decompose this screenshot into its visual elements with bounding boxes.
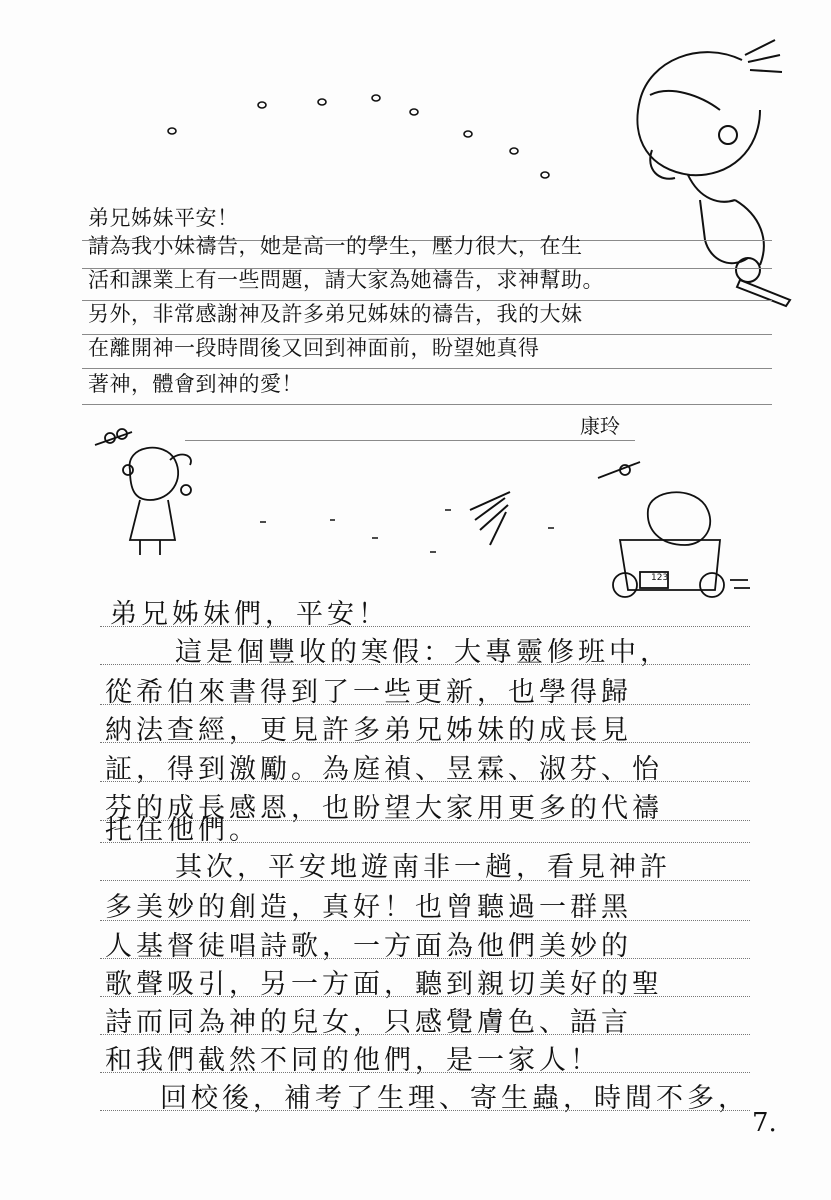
dotted-rule: [100, 704, 750, 705]
kart-number: 123: [651, 573, 669, 583]
letter1-line: 著神，體會到神的愛！: [88, 372, 303, 396]
letter1-line: 活和課業上有一些問題，請大家為她禱告，求神幫助。: [88, 268, 604, 292]
dotted-rule: [100, 958, 750, 959]
letter2-line: 和我們截然不同的他們，是一家人！: [105, 1045, 601, 1076]
letter2-line: 納法查經，更見許多弟兄姊妹的成長見: [105, 715, 632, 746]
dotted-rule: [100, 920, 750, 921]
page-number: 7.: [752, 1108, 777, 1138]
dotted-rule: [100, 1072, 750, 1073]
letter1-line: 請為我小妹禱告，她是高一的學生，壓力很大，在生: [88, 234, 583, 258]
small-girl-illustration: [95, 429, 191, 555]
letter2-line: 歌聲吸引，另一方面，聽到親切美好的聖: [105, 969, 663, 1000]
letter2-line: 這是個豐收的寒假：大專靈修班中，: [175, 637, 671, 668]
bubble-trail: [168, 95, 549, 178]
rule-line: [185, 440, 635, 441]
dotted-rule: [100, 626, 750, 627]
letter2-line: 回校後，補考了生理、寄生蟲，時間不多，: [160, 1083, 749, 1114]
letter2-line: 芬的成長感恩，也盼望大家用更多的代禱: [105, 793, 663, 824]
letter1-line: 另外，非常感謝神及許多弟兄姊妹的禱告，我的大妹: [88, 302, 583, 326]
letter2-line: 其次，平安地遊南非一趟，看見神許: [175, 852, 671, 883]
letter2-line: 多美妙的創造，真好！也曾聽過一群黑: [105, 892, 632, 923]
dotted-rule: [100, 842, 750, 843]
dotted-rule: [100, 996, 750, 997]
letter2-line: 証，得到激勵。為庭禎、昱霖、淑芬、怡: [105, 754, 663, 785]
rule-line: [82, 404, 772, 405]
letter2-line: 托住他們。: [105, 815, 260, 846]
dotted-rule: [100, 742, 750, 743]
letter1-greeting: 弟兄姊妹平安！: [88, 206, 239, 230]
signature: 康玲: [580, 414, 620, 438]
wind-swoosh: [470, 492, 510, 545]
girl-illustration: [637, 40, 790, 306]
dotted-rule: [100, 1034, 750, 1035]
dotted-rule: [100, 1110, 750, 1111]
letter2-line: 人基督徒唱詩歌，一方面為他們美妙的: [105, 931, 632, 962]
letter1-line: 在離開神一段時間後又回到神面前，盼望她真得: [88, 336, 540, 360]
dotted-rule: [100, 880, 750, 881]
letter2-line: 從希伯來書得到了一些更新，也學得歸: [105, 677, 632, 708]
ground-marks: [260, 510, 554, 552]
dotted-rule: [100, 781, 750, 782]
letter2-greeting: 弟兄姊妹們，平安！: [110, 599, 389, 630]
kart-kid-illustration: [598, 462, 750, 597]
letter2-line: 詩而同為神的兒女，只感覺膚色、語言: [105, 1007, 632, 1038]
dotted-rule: [100, 664, 750, 665]
